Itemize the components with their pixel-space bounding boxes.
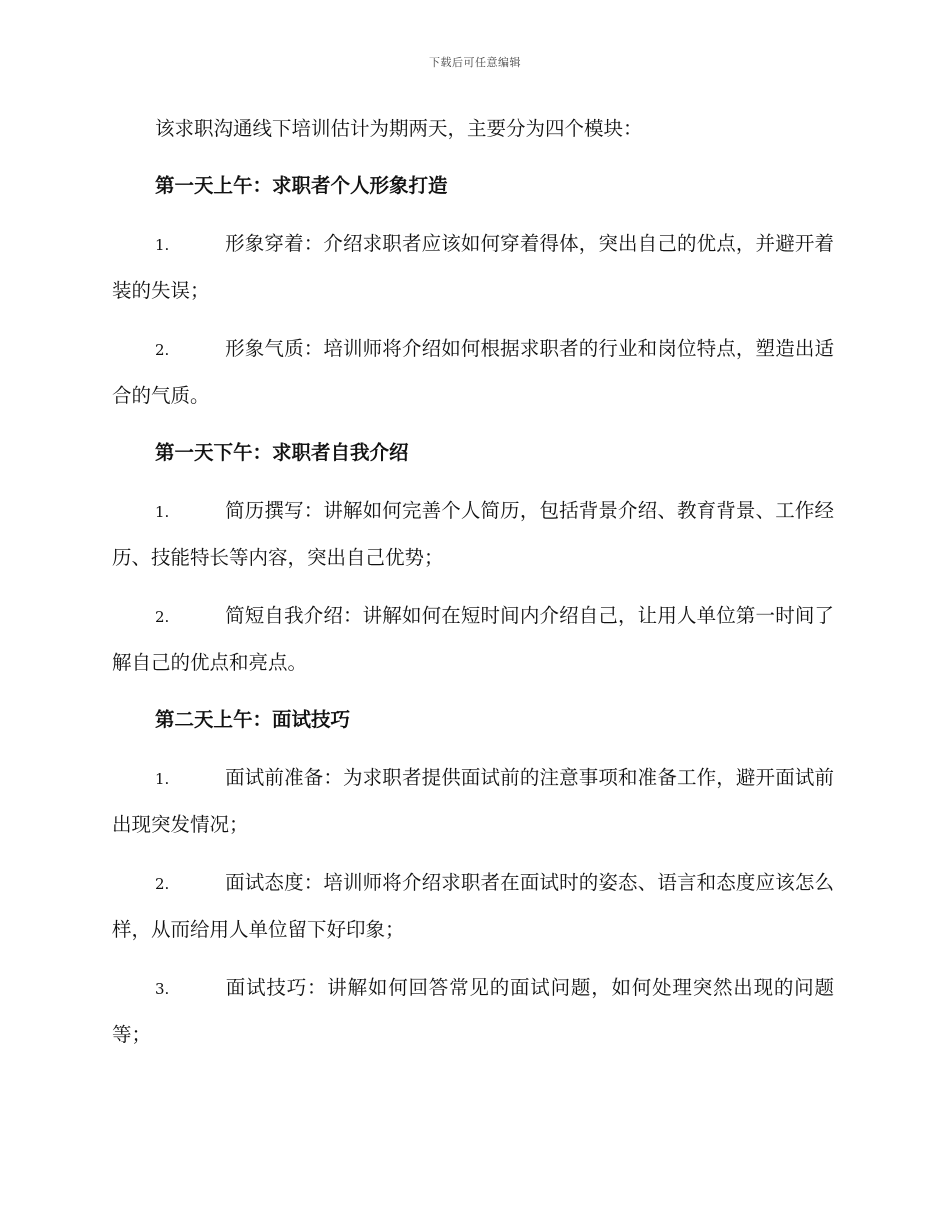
list-item-number: 1. bbox=[155, 503, 170, 521]
list-item-text: 形象气质：培训师将介绍如何根据求职者的行业和岗位特点，塑造出适合的气质。 bbox=[112, 337, 834, 407]
list-item-text: 形象穿着：介绍求职者应该如何穿着得体，突出自己的优点，并避开着装的失误； bbox=[112, 232, 834, 302]
list-item bbox=[112, 965, 834, 1057]
list-item-number: 2. bbox=[155, 341, 170, 359]
list-item-number: 2. bbox=[155, 608, 170, 626]
list-item-text: 面试前准备：为求职者提供面试前的注意事项和准备工作，避开面试前出现突发情况； bbox=[112, 766, 834, 836]
intro-paragraph: 该求职沟通线下培训估计为期两天，主要分为四个模块： bbox=[155, 117, 643, 140]
page-header: 下载后可任意编辑 bbox=[429, 56, 521, 69]
list-item-text: 面试技巧：讲解如何回答常见的面试问题，如何处理突然出现的问题等； bbox=[112, 976, 834, 1046]
list-item-text: 简短自我介绍：讲解如何在短时间内介绍自己，让用人单位第一时间了解自己的优点和亮点。 bbox=[112, 604, 834, 674]
list-item-number: 1. bbox=[155, 236, 170, 254]
list-item-text: 简历撰写：讲解如何完善个人简历，包括背景介绍、教育背景、工作经历、技能特长等内容，突出自己优势； bbox=[112, 499, 834, 569]
document-body bbox=[112, 114, 834, 1077]
list-item bbox=[112, 593, 834, 685]
section-day1-afternoon bbox=[112, 438, 834, 685]
list-item bbox=[112, 488, 834, 580]
section-heading: 第一天上午：求职者个人形象打造 bbox=[155, 174, 448, 197]
list-item-number: 2. bbox=[155, 875, 170, 893]
list-item bbox=[112, 221, 834, 313]
list-item bbox=[112, 860, 834, 952]
section-day1-morning bbox=[112, 171, 834, 418]
section-heading: 第一天下午：求职者自我介绍 bbox=[155, 441, 409, 464]
list-item bbox=[112, 755, 834, 847]
section-heading: 第二天上午：面试技巧 bbox=[155, 708, 351, 731]
list-item-text: 面试态度：培训师将介绍求职者在面试时的姿态、语言和态度应该怎么样，从而给用人单位留下好印象； bbox=[112, 871, 834, 941]
list-item-number: 3. bbox=[155, 980, 170, 998]
section-day2-morning bbox=[112, 705, 834, 1057]
list-item-number: 1. bbox=[155, 770, 170, 788]
list-item bbox=[112, 326, 834, 418]
